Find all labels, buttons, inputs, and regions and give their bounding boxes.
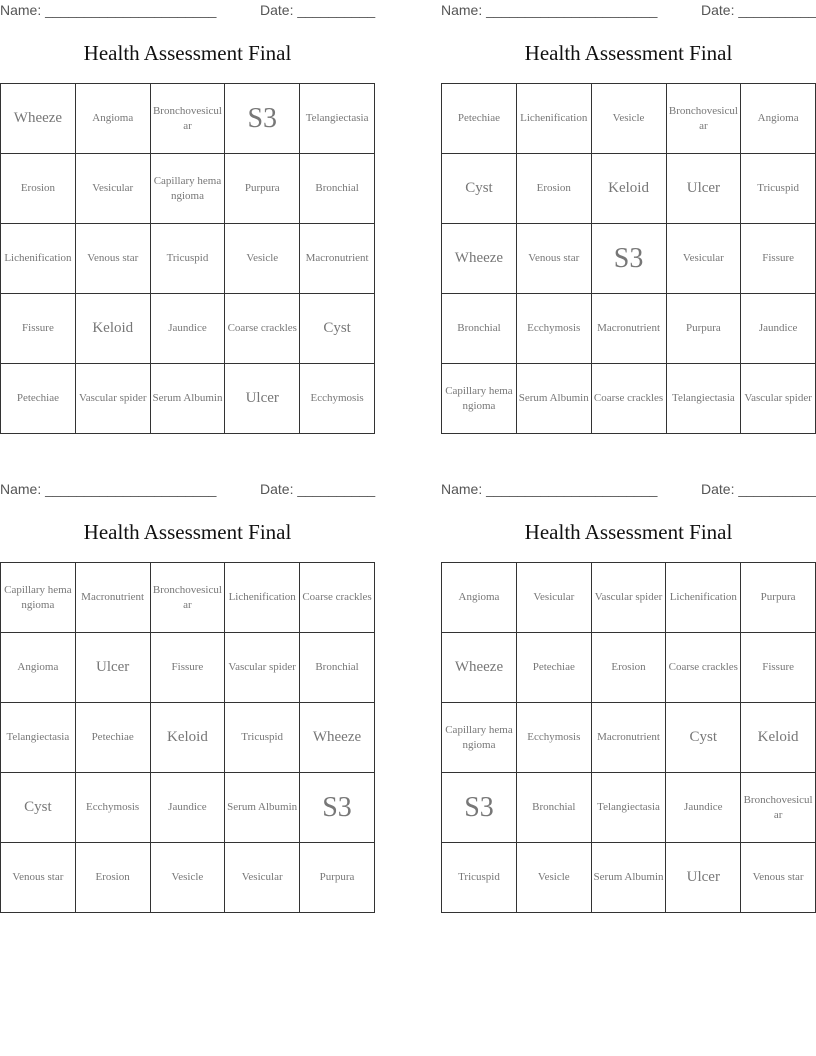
grid-row xyxy=(1,563,375,633)
bingo-cell: Jaundice xyxy=(666,773,741,843)
bingo-cell: Lichenification xyxy=(666,563,741,633)
bingo-cell: Coarse crackles xyxy=(591,364,666,434)
bingo-cell: Coarse crackles xyxy=(225,294,300,364)
bingo-cell: Petechiae xyxy=(516,633,591,703)
bingo-cell: Ulcer xyxy=(225,364,300,434)
bingo-cell: Lichenification xyxy=(516,84,591,154)
bingo-cell: Vesicle xyxy=(516,843,591,913)
bingo-cell: Vesicular xyxy=(75,154,150,224)
grid-row xyxy=(1,843,375,913)
bingo-cell: Angioma xyxy=(1,633,76,703)
grid-row xyxy=(442,294,816,364)
grid-row xyxy=(442,84,816,154)
bingo-cell: Cyst xyxy=(300,294,375,364)
grid-row xyxy=(1,294,375,364)
bingo-cell: Cyst xyxy=(442,154,517,224)
bingo-cell: Telangiectasia xyxy=(591,773,666,843)
bingo-card-2 xyxy=(441,0,816,412)
bingo-cell: Petechiae xyxy=(75,703,150,773)
card-title: Health Assessment Final xyxy=(83,520,292,544)
bingo-card-4 xyxy=(441,479,816,885)
bingo-cell: Bronchovesicular xyxy=(150,563,225,633)
bingo-cell: Venous star xyxy=(1,843,76,913)
bingo-cell: Cyst xyxy=(1,773,76,843)
bingo-card-3 xyxy=(0,479,376,883)
bingo-cell: Serum Albumin xyxy=(591,843,666,913)
bingo-cell: Bronchial xyxy=(516,773,591,843)
bingo-cell: Ecchymosis xyxy=(516,294,591,364)
date-field: Date: __________ xyxy=(260,2,376,18)
bingo-cell: Capillary hemangioma xyxy=(442,703,517,773)
bingo-grid xyxy=(0,562,375,913)
grid-row xyxy=(1,773,375,843)
name-field: Name: ______________________ xyxy=(441,2,658,18)
bingo-grid xyxy=(441,83,816,434)
bingo-cell: Tricuspid xyxy=(225,703,300,773)
bingo-cell: Keloid xyxy=(75,294,150,364)
bingo-cell: Purpura xyxy=(225,154,300,224)
bingo-cell: Bronchovesicular xyxy=(666,84,741,154)
bingo-cell: Fissure xyxy=(741,224,816,294)
bingo-cell: Serum Albumin xyxy=(150,364,225,434)
bingo-cell: Jaundice xyxy=(741,294,816,364)
bingo-cell: Vesicular xyxy=(225,843,300,913)
bingo-cell: S3 xyxy=(300,773,375,843)
date-field: Date: __________ xyxy=(701,481,816,497)
bingo-cell: Vesicle xyxy=(591,84,666,154)
grid-row xyxy=(442,563,816,633)
bingo-cell: Wheeze xyxy=(1,84,76,154)
bingo-cell: Lichenification xyxy=(1,224,76,294)
bingo-cell: Vesicle xyxy=(225,224,300,294)
bingo-cell: Angioma xyxy=(75,84,150,154)
bingo-cell: Ulcer xyxy=(666,154,741,224)
bingo-cell: Venous star xyxy=(75,224,150,294)
bingo-cell: Keloid xyxy=(741,703,816,773)
bingo-cell: Telangiectasia xyxy=(1,703,76,773)
grid-row xyxy=(1,224,375,294)
bingo-card-1 xyxy=(0,0,376,406)
bingo-cell: Vesicle xyxy=(150,843,225,913)
bingo-cell: Purpura xyxy=(300,843,375,913)
bingo-cell: Telangiectasia xyxy=(666,364,741,434)
bingo-cell: Ecchymosis xyxy=(300,364,375,434)
bingo-cell: Petechiae xyxy=(442,84,517,154)
grid-row xyxy=(442,154,816,224)
bingo-cell: Angioma xyxy=(741,84,816,154)
bingo-cell: Bronchial xyxy=(442,294,517,364)
bingo-cell: Petechiae xyxy=(1,364,76,434)
bingo-cell: Bronchial xyxy=(300,633,375,703)
bingo-cell: Wheeze xyxy=(442,633,517,703)
grid-row xyxy=(442,843,816,913)
bingo-cell: Erosion xyxy=(591,633,666,703)
grid-row xyxy=(1,633,375,703)
bingo-cell: Bronchovesicular xyxy=(150,84,225,154)
bingo-cell: Macronutrient xyxy=(75,563,150,633)
bingo-cell: Serum Albumin xyxy=(516,364,591,434)
bingo-cell: Capillary hemangioma xyxy=(1,563,76,633)
date-field: Date: __________ xyxy=(701,2,816,18)
bingo-cell: Tricuspid xyxy=(442,843,517,913)
bingo-cell: Coarse crackles xyxy=(666,633,741,703)
bingo-cell: Bronchovesicular xyxy=(741,773,816,843)
bingo-cell: Capillary hemangioma xyxy=(150,154,225,224)
bingo-cell: Wheeze xyxy=(300,703,375,773)
bingo-cell: Ecchymosis xyxy=(516,703,591,773)
bingo-cell: Vesicular xyxy=(666,224,741,294)
bingo-cell: Venous star xyxy=(516,224,591,294)
grid-row xyxy=(442,364,816,434)
date-field: Date: __________ xyxy=(260,481,376,497)
bingo-cell: Vascular spider xyxy=(225,633,300,703)
name-field: Name: ______________________ xyxy=(441,481,658,497)
bingo-cell: Macronutrient xyxy=(591,703,666,773)
card-header xyxy=(441,479,816,501)
bingo-cell: Fissure xyxy=(150,633,225,703)
bingo-cell: Telangiectasia xyxy=(300,84,375,154)
bingo-cell: Wheeze xyxy=(442,224,517,294)
grid-row xyxy=(1,84,375,154)
bingo-cell: S3 xyxy=(225,84,300,154)
bingo-cell: Erosion xyxy=(75,843,150,913)
bingo-cell: Ulcer xyxy=(666,843,741,913)
grid-row xyxy=(442,633,816,703)
grid-row xyxy=(442,703,816,773)
bingo-cell: Macronutrient xyxy=(300,224,375,294)
bingo-cell: Coarse crackles xyxy=(300,563,375,633)
bingo-cell: Tricuspid xyxy=(150,224,225,294)
bingo-cell: Bronchial xyxy=(300,154,375,224)
grid-row xyxy=(442,224,816,294)
bingo-cell: Tricuspid xyxy=(741,154,816,224)
name-field: Name: ______________________ xyxy=(0,481,217,497)
bingo-cell: Macronutrient xyxy=(591,294,666,364)
bingo-cell: Purpura xyxy=(741,563,816,633)
bingo-grid xyxy=(441,562,816,913)
bingo-cell: Vascular spider xyxy=(591,563,666,633)
card-title: Health Assessment Final xyxy=(83,41,292,65)
bingo-cell: Capillary hemangioma xyxy=(442,364,517,434)
bingo-cell: Erosion xyxy=(516,154,591,224)
bingo-cell: Vascular spider xyxy=(75,364,150,434)
grid-row xyxy=(1,154,375,224)
bingo-cell: Serum Albumin xyxy=(225,773,300,843)
bingo-cell: S3 xyxy=(442,773,517,843)
bingo-cell: Fissure xyxy=(741,633,816,703)
card-title: Health Assessment Final xyxy=(524,41,733,65)
bingo-cell: Purpura xyxy=(666,294,741,364)
bingo-cell: Keloid xyxy=(591,154,666,224)
bingo-cell: Angioma xyxy=(442,563,517,633)
card-title: Health Assessment Final xyxy=(524,520,733,544)
bingo-cell: Keloid xyxy=(150,703,225,773)
bingo-cell: S3 xyxy=(591,224,666,294)
bingo-cell: Erosion xyxy=(1,154,76,224)
card-header xyxy=(0,479,375,501)
bingo-cell: Jaundice xyxy=(150,773,225,843)
bingo-cell: Jaundice xyxy=(150,294,225,364)
card-header xyxy=(441,0,816,22)
card-header xyxy=(0,0,375,22)
grid-row xyxy=(442,773,816,843)
bingo-grid xyxy=(0,83,375,434)
grid-row xyxy=(1,364,375,434)
bingo-cell: Venous star xyxy=(741,843,816,913)
bingo-cell: Vascular spider xyxy=(741,364,816,434)
grid-row xyxy=(1,703,375,773)
bingo-cell: Cyst xyxy=(666,703,741,773)
bingo-cell: Lichenification xyxy=(225,563,300,633)
bingo-cell: Ecchymosis xyxy=(75,773,150,843)
bingo-cell: Vesicular xyxy=(516,563,591,633)
bingo-cell: Fissure xyxy=(1,294,76,364)
bingo-cell: Ulcer xyxy=(75,633,150,703)
name-field: Name: ______________________ xyxy=(0,2,217,18)
